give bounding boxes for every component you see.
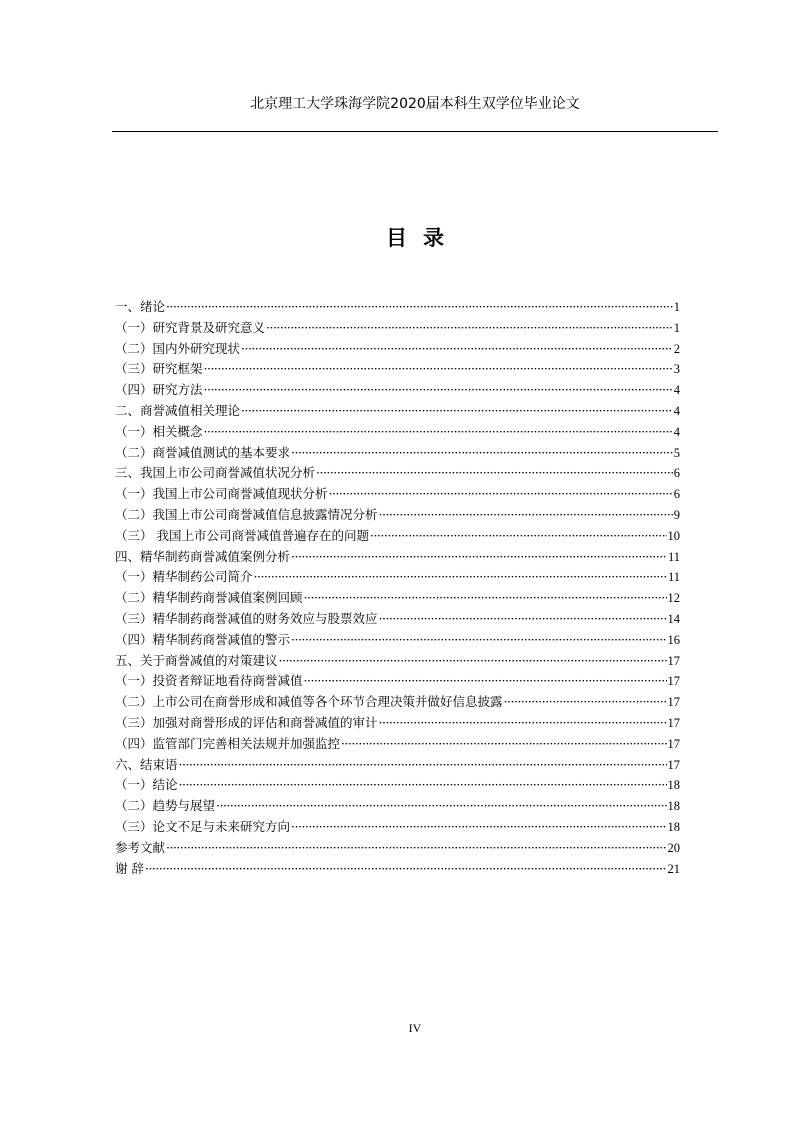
toc-entry-page: 6 bbox=[673, 466, 680, 481]
toc-entry-page: 17 bbox=[667, 757, 680, 772]
toc-entry-label: 六、结束语 bbox=[115, 756, 178, 772]
toc-entry[interactable] bbox=[115, 734, 680, 755]
toc-entry-page: 17 bbox=[667, 674, 680, 689]
toc-entry-label: 三、我国上市公司商誉减值状况分析 bbox=[115, 465, 316, 481]
toc-dot-leader bbox=[379, 713, 667, 734]
toc-entry[interactable] bbox=[115, 775, 680, 796]
toc-dot-leader bbox=[291, 817, 666, 838]
toc-entry[interactable] bbox=[115, 630, 680, 651]
toc-dot-leader bbox=[304, 671, 667, 692]
toc-entry[interactable] bbox=[115, 401, 680, 422]
toc-entry[interactable] bbox=[115, 380, 680, 401]
toc-title: 目录 bbox=[386, 226, 460, 250]
toc-entry-label: （四）精华制药商誉减值的警示 bbox=[115, 631, 291, 647]
toc-entry-label: （二）国内外研究现状 bbox=[115, 340, 241, 356]
toc-dot-leader bbox=[266, 318, 673, 339]
toc-entry-page: 18 bbox=[667, 819, 680, 834]
toc-entry-label: （二）商誉减值测试的基本要求 bbox=[115, 444, 291, 460]
toc-entry[interactable] bbox=[115, 838, 680, 859]
toc-entry-page: 16 bbox=[667, 632, 680, 647]
toc-entry-page: 17 bbox=[667, 715, 680, 730]
toc-dot-leader bbox=[216, 796, 666, 817]
toc-entry-page: 17 bbox=[667, 653, 680, 668]
toc-entry-label: （三）加强对商誉形成的评估和商誉减值的审计 bbox=[115, 714, 378, 730]
header-divider bbox=[112, 131, 718, 132]
toc-entry-page: 21 bbox=[667, 861, 680, 876]
toc-entry-page: 5 bbox=[673, 445, 680, 460]
toc-entry[interactable] bbox=[115, 567, 680, 588]
toc-entry-label: （一）投资者辩证地看待商誉减值 bbox=[115, 673, 303, 689]
toc-dot-leader bbox=[341, 734, 666, 755]
toc-entry-page: 6 bbox=[673, 487, 680, 502]
toc-entry[interactable] bbox=[115, 671, 680, 692]
toc-entry[interactable] bbox=[115, 484, 680, 505]
toc-entry[interactable] bbox=[115, 713, 680, 734]
toc-entry-label: （一）结论 bbox=[115, 777, 178, 793]
toc-entry-page: 10 bbox=[667, 528, 680, 543]
toc-entry-page: 1 bbox=[673, 320, 680, 335]
toc-entry-page: 4 bbox=[673, 383, 680, 398]
toc-dot-leader bbox=[241, 401, 673, 422]
toc-entry-page: 3 bbox=[673, 362, 680, 377]
toc-dot-leader bbox=[329, 484, 673, 505]
toc-entry[interactable] bbox=[115, 796, 680, 817]
toc-dot-leader bbox=[241, 339, 673, 360]
toc-dot-leader bbox=[179, 775, 667, 796]
toc-entry[interactable] bbox=[115, 651, 680, 672]
toc-entry[interactable] bbox=[115, 547, 680, 568]
toc-entry[interactable] bbox=[115, 526, 680, 547]
toc-entry-label: 二、商誉减值相关理论 bbox=[115, 402, 241, 418]
toc-dot-leader bbox=[316, 463, 673, 484]
page-number: IV bbox=[408, 1021, 422, 1035]
toc-dot-leader bbox=[291, 547, 667, 568]
toc-entry-label: （一）我国上市公司商誉减值现状分析 bbox=[115, 486, 328, 502]
toc-entry[interactable] bbox=[115, 755, 680, 776]
toc-entry-page: 17 bbox=[667, 695, 680, 710]
toc-entry-label: （二）精华制药商誉减值案例回顾 bbox=[115, 590, 303, 606]
toc-entry-label: （三） 我国上市公司商誉减值普遍存在的问题 bbox=[115, 527, 369, 543]
toc-entry[interactable] bbox=[115, 359, 680, 380]
toc-entry[interactable] bbox=[115, 588, 680, 609]
toc-entry[interactable] bbox=[115, 463, 680, 484]
toc-entry[interactable] bbox=[115, 422, 680, 443]
toc-entry-page: 12 bbox=[667, 591, 680, 606]
toc-entry-label: （一）精华制药公司简介 bbox=[115, 569, 253, 585]
toc-entry-label: （四）研究方法 bbox=[115, 382, 203, 398]
toc-dot-leader bbox=[370, 526, 667, 547]
page-header: 北京理工大学珠海学院2020届本科生双学位毕业论文 bbox=[250, 96, 580, 112]
toc-dot-leader bbox=[379, 505, 673, 526]
toc-entry-page: 4 bbox=[673, 424, 680, 439]
toc-entry-page: 17 bbox=[667, 736, 680, 751]
toc-entry-label: 四、精华制药商誉减值案例分析 bbox=[115, 548, 291, 564]
toc-dot-leader bbox=[204, 359, 673, 380]
toc-entry-page: 18 bbox=[667, 778, 680, 793]
toc-dot-leader bbox=[179, 755, 667, 776]
toc-entry-label: （二）趋势与展望 bbox=[115, 798, 216, 814]
toc-entry-page: 11 bbox=[667, 570, 680, 585]
toc-entry-page: 9 bbox=[673, 507, 680, 522]
toc-entry-label: （二）上市公司在商誉形成和减值等各个环节合理决策并做好信息披露 bbox=[115, 694, 503, 710]
table-of-contents bbox=[115, 297, 680, 879]
toc-entry-label: 五、关于商誉减值的对策建议 bbox=[115, 652, 278, 668]
toc-dot-leader bbox=[379, 609, 667, 630]
toc-dot-leader bbox=[504, 692, 667, 713]
toc-entry-page: 1 bbox=[673, 300, 680, 314]
toc-entry-page: 2 bbox=[673, 341, 680, 356]
toc-entry-page: 18 bbox=[667, 799, 680, 814]
toc-entry[interactable] bbox=[115, 817, 680, 838]
toc-dot-leader bbox=[166, 838, 666, 859]
toc-entry[interactable] bbox=[115, 318, 680, 339]
toc-entry-label: （四）监管部门完善相关法规并加强监控 bbox=[115, 735, 341, 751]
toc-entry-label: 谢 辞 bbox=[115, 860, 144, 876]
toc-dot-leader bbox=[166, 297, 673, 318]
toc-dot-leader bbox=[279, 651, 667, 672]
toc-dot-leader bbox=[204, 380, 673, 401]
toc-entry[interactable] bbox=[115, 443, 680, 464]
toc-entry-label: （一）相关概念 bbox=[115, 423, 203, 439]
toc-dot-leader bbox=[204, 422, 673, 443]
toc-entry-page: 20 bbox=[667, 840, 680, 855]
toc-dot-leader bbox=[291, 443, 673, 464]
toc-entry[interactable] bbox=[115, 609, 680, 630]
toc-entry-label: （一）研究背景及研究意义 bbox=[115, 319, 266, 335]
toc-entry[interactable] bbox=[115, 297, 680, 318]
toc-entry[interactable] bbox=[115, 505, 680, 526]
toc-entry-page: 11 bbox=[667, 549, 680, 564]
toc-entry[interactable] bbox=[115, 692, 680, 713]
toc-dot-leader bbox=[291, 630, 666, 651]
toc-entry-label: （三）论文不足与未来研究方向 bbox=[115, 818, 291, 834]
toc-entry-page: 14 bbox=[667, 611, 680, 626]
toc-entry-label: 参考文献 bbox=[115, 839, 166, 855]
toc-entry-label: 一、绪论 bbox=[115, 299, 166, 314]
toc-entry-label: （三）精华制药商誉减值的财务效应与股票效应 bbox=[115, 610, 378, 626]
toc-entry[interactable] bbox=[115, 859, 680, 880]
toc-entry-label: （二）我国上市公司商誉减值信息披露情况分析 bbox=[115, 506, 378, 522]
toc-entry-page: 4 bbox=[673, 403, 680, 418]
toc-dot-leader bbox=[254, 567, 667, 588]
toc-entry-label: （三）研究框架 bbox=[115, 361, 203, 377]
toc-dot-leader bbox=[304, 588, 667, 609]
toc-dot-leader bbox=[145, 859, 667, 880]
toc-entry[interactable] bbox=[115, 339, 680, 360]
